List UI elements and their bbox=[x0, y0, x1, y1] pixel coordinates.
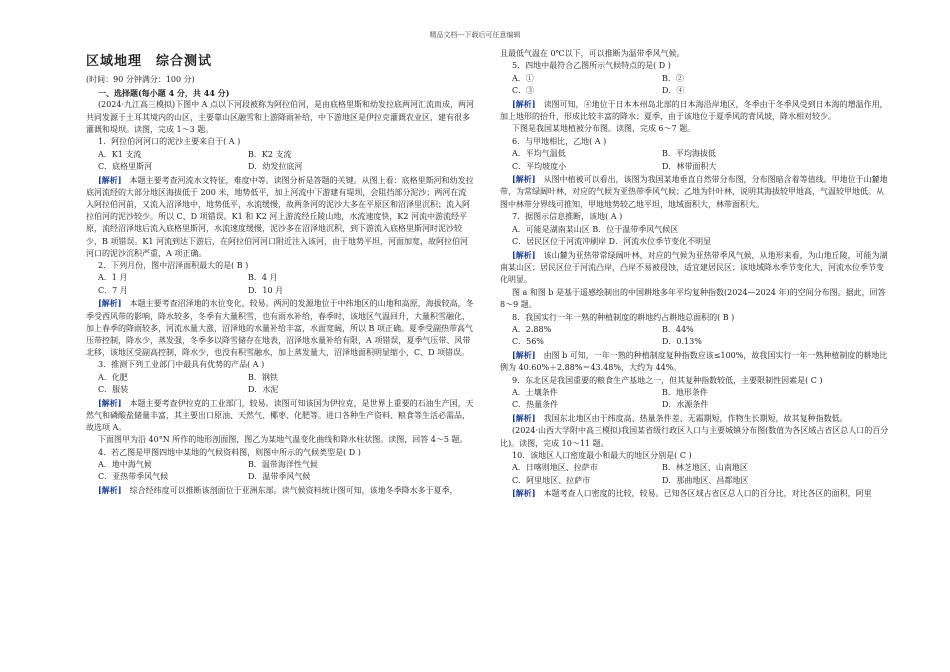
question-3: 3．推测下列工业部门中最具有优势的产品( A ) bbox=[98, 360, 265, 370]
q1-options bbox=[86, 149, 474, 174]
option: D．温带季风气候 bbox=[248, 472, 311, 482]
answer-8: [解析] 由图 b 可知，一年一熟的种植制度复种指数应该≤100%，故我国实行一年一熟种植制度的耕地比例为 40.60%＋2.88%＝43.48%，大约为 44%。 bbox=[500, 349, 888, 373]
q7-option-ab: A．可能是湖南某山区 B．位于温带季风气候区 bbox=[512, 224, 679, 234]
option: B．平均海拔低 bbox=[662, 149, 716, 159]
q8-options bbox=[500, 324, 890, 349]
option: A．K1 支流 bbox=[98, 149, 142, 159]
option: D．0.13% bbox=[662, 337, 702, 347]
answer-9: [解析] 我国东北地区由于纬度高、热量条件差、无霜期短，作物生长期短，故其复种指数低。 bbox=[512, 412, 848, 423]
answer-4: [解析] 综合经纬度可以推断该剖面位于亚洲东部。读气候资料统计图可知，该地冬季降水多于夏季， bbox=[98, 484, 458, 495]
q7-option-cd: C．居民区位于河流冲刷岸 D．河流水位季节变化不明显 bbox=[512, 237, 712, 247]
option: C．7 月 bbox=[98, 285, 128, 295]
option: B．钢铁 bbox=[248, 372, 278, 382]
option: A．① bbox=[512, 73, 534, 83]
question-4: 4．若乙图是甲图四地中某地的气候资料图，则图中所示的气候类型是( D ) bbox=[98, 447, 361, 457]
question-8: 8．我国实行一年一熟的种植制度的耕地约占耕地总面积的( B ) bbox=[512, 312, 735, 322]
question-9: 9．东北区是我国重要的粮食生产基地之一，但其复种指数较低，主要限制性因素是( C ) bbox=[512, 375, 823, 385]
right-column bbox=[500, 48, 890, 501]
exam-meta: (时间：90 分钟满分：100 分) bbox=[86, 75, 195, 85]
option: B．温带海洋性气候 bbox=[248, 459, 318, 469]
option: C．56% bbox=[512, 337, 544, 347]
option: B．地形条件 bbox=[662, 387, 708, 397]
option: C．亚热带季风气候 bbox=[98, 472, 169, 482]
q4-options bbox=[86, 459, 474, 484]
option: A．化肥 bbox=[98, 372, 128, 382]
question-10: 10．该地区人口密度最小和最大的地区分别是( C ) bbox=[512, 451, 692, 460]
option: D．水源条件 bbox=[662, 400, 709, 410]
title-part1: 区域地理 bbox=[86, 54, 143, 69]
analysis-tag: [解析] bbox=[98, 174, 122, 185]
option: B．4 月 bbox=[248, 273, 278, 283]
option: D．林带面积大 bbox=[662, 161, 717, 171]
q9-options bbox=[500, 387, 890, 412]
option: B．林芝地区、山南地区 bbox=[662, 463, 748, 473]
analysis-tag: [解析] bbox=[98, 397, 122, 408]
option: A．1 月 bbox=[98, 273, 128, 283]
question-1: 1．阿拉伯河河口的泥沙主要来自于( A ) bbox=[98, 137, 241, 147]
question-2: 2．下列月份，图中沼泽面积最大的是( B ) bbox=[98, 261, 249, 271]
analysis-tag: [解析] bbox=[98, 298, 122, 309]
q5-options bbox=[500, 73, 890, 98]
stem-1: (2024·九江高三模拟)下图中 A 点以下河段被称为阿拉伯河，是由底格里斯和幼发拉底两河汇流而成，两河共同发源于土耳其境内的山区，主要靠山区融雪和上游降雨补给，中下游地区是伊拉克灌溉农业区，建有很多灌溉和堤坝。读图，完成 1～3 题。 bbox=[86, 100, 475, 135]
answer-10: [解析] 本题考查人口密度的比较，较易。已知各区域占省区总人口的百分比，对比各区的面积，阿里 bbox=[512, 488, 872, 499]
answer-2: [解析] 本题主要考查沼泽地的水位变化，较易。两河的发源地位于中纬地区的山地和高原，海拔较高，冬季受西风带的影响，降水较多，冬季有大量积雪，也有雨水补给，春季时，该地区气温回升，大量积雪融化，加上春季的降雨较多，河流水量大涨，沼泽地的水量补给丰富，水面宽阔，所以 B 项正确。夏季受副热带高气压带控制，降水少，蒸发强，冬季多以降雪储存在地表，沼泽地水量补给有限，A 项错误，夏季气压带、风带北移，该地区受副高控制，降水少，也没有积雪融水，加上蒸发量大，沼泽地面积明显缩小，C、D 项错误。 bbox=[86, 298, 474, 358]
option: A．日喀则地区、拉萨市 bbox=[512, 463, 598, 473]
answer-4-continued: 且最低气温在 0℃以下，可以推断为温带季风气候。 bbox=[500, 49, 685, 58]
q6-options bbox=[500, 148, 890, 173]
option: C．平均坡度小 bbox=[512, 161, 567, 171]
analysis-tag: [解析] bbox=[512, 174, 536, 185]
option: C．阿里地区、拉萨市 bbox=[512, 475, 591, 485]
answer-1: [解析] 本题主要考查河流水文特征，难度中等。读图分析是答题的关键。从图上看：底格里斯河和幼发拉底河流经的大部分地区海拔低于 200 米，地势低平，加上河流中下游建有堤坝，会阻挡部分泥沙；两河在流入阿拉伯河前，又流入沼泽地中，地势低平，水流缓慢，故两条河的泥沙大多在平原区和沼泽里沉积；流入阿拉伯河的泥沙较少。所以 C、D 项错误。K1 和 K2 河上游流经丘陵山地，水流速度快，K2 河流中游流经平原，流经沼泽地后流入底格里斯河，水流速度缓慢，泥沙多在沼泽地沉积，到下游流入底格里斯河时泥沙较少，B 项错误。K1 河流到达下游后，在阿拉伯河河口附近注入该河，由于地势平坦，河面加宽，故阿拉伯河河口的泥沙沉积严重，A 项正确。 bbox=[86, 174, 474, 258]
analysis-tag: [解析] bbox=[512, 412, 536, 423]
analysis-tag: [解析] bbox=[512, 98, 536, 109]
answer-7: [解析] 该山麓为亚热带常绿阔叶林，对应的气候为亚热带季风气候，从地形来看，为山地丘陵，可能为湖南某山区；居民区位于河流凸岸，凸岸不易被侵蚀，适宜建居民区；该地域降水季节变化大，河流水位季节变化明显。 bbox=[500, 249, 888, 285]
option: A．土壤条件 bbox=[512, 387, 558, 397]
analysis-tag: [解析] bbox=[98, 484, 122, 495]
option: A．平均气温低 bbox=[512, 149, 566, 159]
option: B．44% bbox=[662, 324, 694, 334]
analysis-tag: [解析] bbox=[512, 349, 536, 360]
question-6: 6．与甲地相比，乙地( A ) bbox=[512, 136, 607, 146]
q2-options bbox=[86, 272, 474, 297]
option: A．2.88% bbox=[512, 324, 552, 334]
stem-4: 图 a 和图 b 是基于遥感绘制出的中国耕地多年平均复种指数(2024—2024 年)的空间分布图。据此，回答 8～9 题。 bbox=[500, 287, 886, 310]
option: B．② bbox=[662, 73, 684, 83]
option: C．底格里斯河 bbox=[98, 162, 153, 172]
analysis-tag: [解析] bbox=[512, 488, 536, 499]
option: D．④ bbox=[662, 86, 685, 96]
question-7: 7．据图示信息推断，该地( A ) bbox=[512, 212, 623, 222]
analysis-tag: [解析] bbox=[512, 249, 536, 260]
answer-6: [解析] 从图中植被可以看出，该图为我国某地垂直自然带分布图，分布图暗含着等值线。甲地位于山麓地带，为常绿阔叶林，对应的气候为亚热带季风气候；乙地为针叶林，说明其海拔较甲地高，气温较甲地低。从图中林带分界线可推知，甲地地势较乙地平坦，地域面积大，林带面积大。 bbox=[500, 174, 888, 209]
stem-2: 下面图甲为沿 40°N 所作的地形剖面图，图乙为某地气温变化曲线和降水柱状图。读图，回答 4～5 题。 bbox=[98, 435, 468, 445]
title-part2: 综合测试 bbox=[156, 54, 213, 69]
option: D．水泥 bbox=[248, 385, 279, 395]
stem-5: (2024·山西大学附中高三模拟)我国某省级行政区人口与主要城镇分布图(数值为各区域占省区总人口的百分比)。读图，完成 10～11 题。 bbox=[500, 426, 889, 448]
q10-options bbox=[500, 462, 890, 487]
left-column bbox=[86, 56, 474, 497]
option: D．10 月 bbox=[248, 285, 284, 295]
q3-options bbox=[86, 372, 474, 397]
option: D．幼发拉底河 bbox=[248, 162, 303, 172]
option: C．服装 bbox=[98, 385, 129, 395]
stem-3: 下图是我国某地植被分布图。读图，完成 6～7 题。 bbox=[512, 124, 696, 134]
document-title bbox=[86, 56, 474, 68]
option: C．热量条件 bbox=[512, 400, 559, 410]
page-header: 精品文档---下载后可任意编辑 bbox=[429, 31, 521, 39]
section-heading: 一、选择题(每小题 4 分，共 44 分) bbox=[98, 87, 230, 98]
option: C．③ bbox=[512, 86, 535, 96]
question-5: 5．四地中最符合乙图所示气候特点的是( D ) bbox=[512, 61, 671, 71]
option: A．地中海气候 bbox=[98, 459, 152, 469]
answer-3: [解析] 本题主要考查伊拉克的工业部门，较易。读图可知该国为伊拉克，是世界上重要的石油生产国，天然气和磷酸盐储量丰富，其主要出口原油、天然气、椰枣、化肥等。进口各种生产资料、粮食等生活必需品，故选项 A。 bbox=[86, 397, 474, 432]
option: D．那曲地区、昌都地区 bbox=[662, 475, 749, 485]
option: B．K2 支流 bbox=[248, 149, 292, 159]
answer-5: [解析] 读图可知，④地位于日本本州岛北部的日本海沿岸地区，冬季由于冬季风受到日本海的增温作用，加上地形的抬升，形成比较丰富的降水；夏季，由于该地位于夏季风的背风坡，降水相对较少。 bbox=[500, 98, 888, 122]
